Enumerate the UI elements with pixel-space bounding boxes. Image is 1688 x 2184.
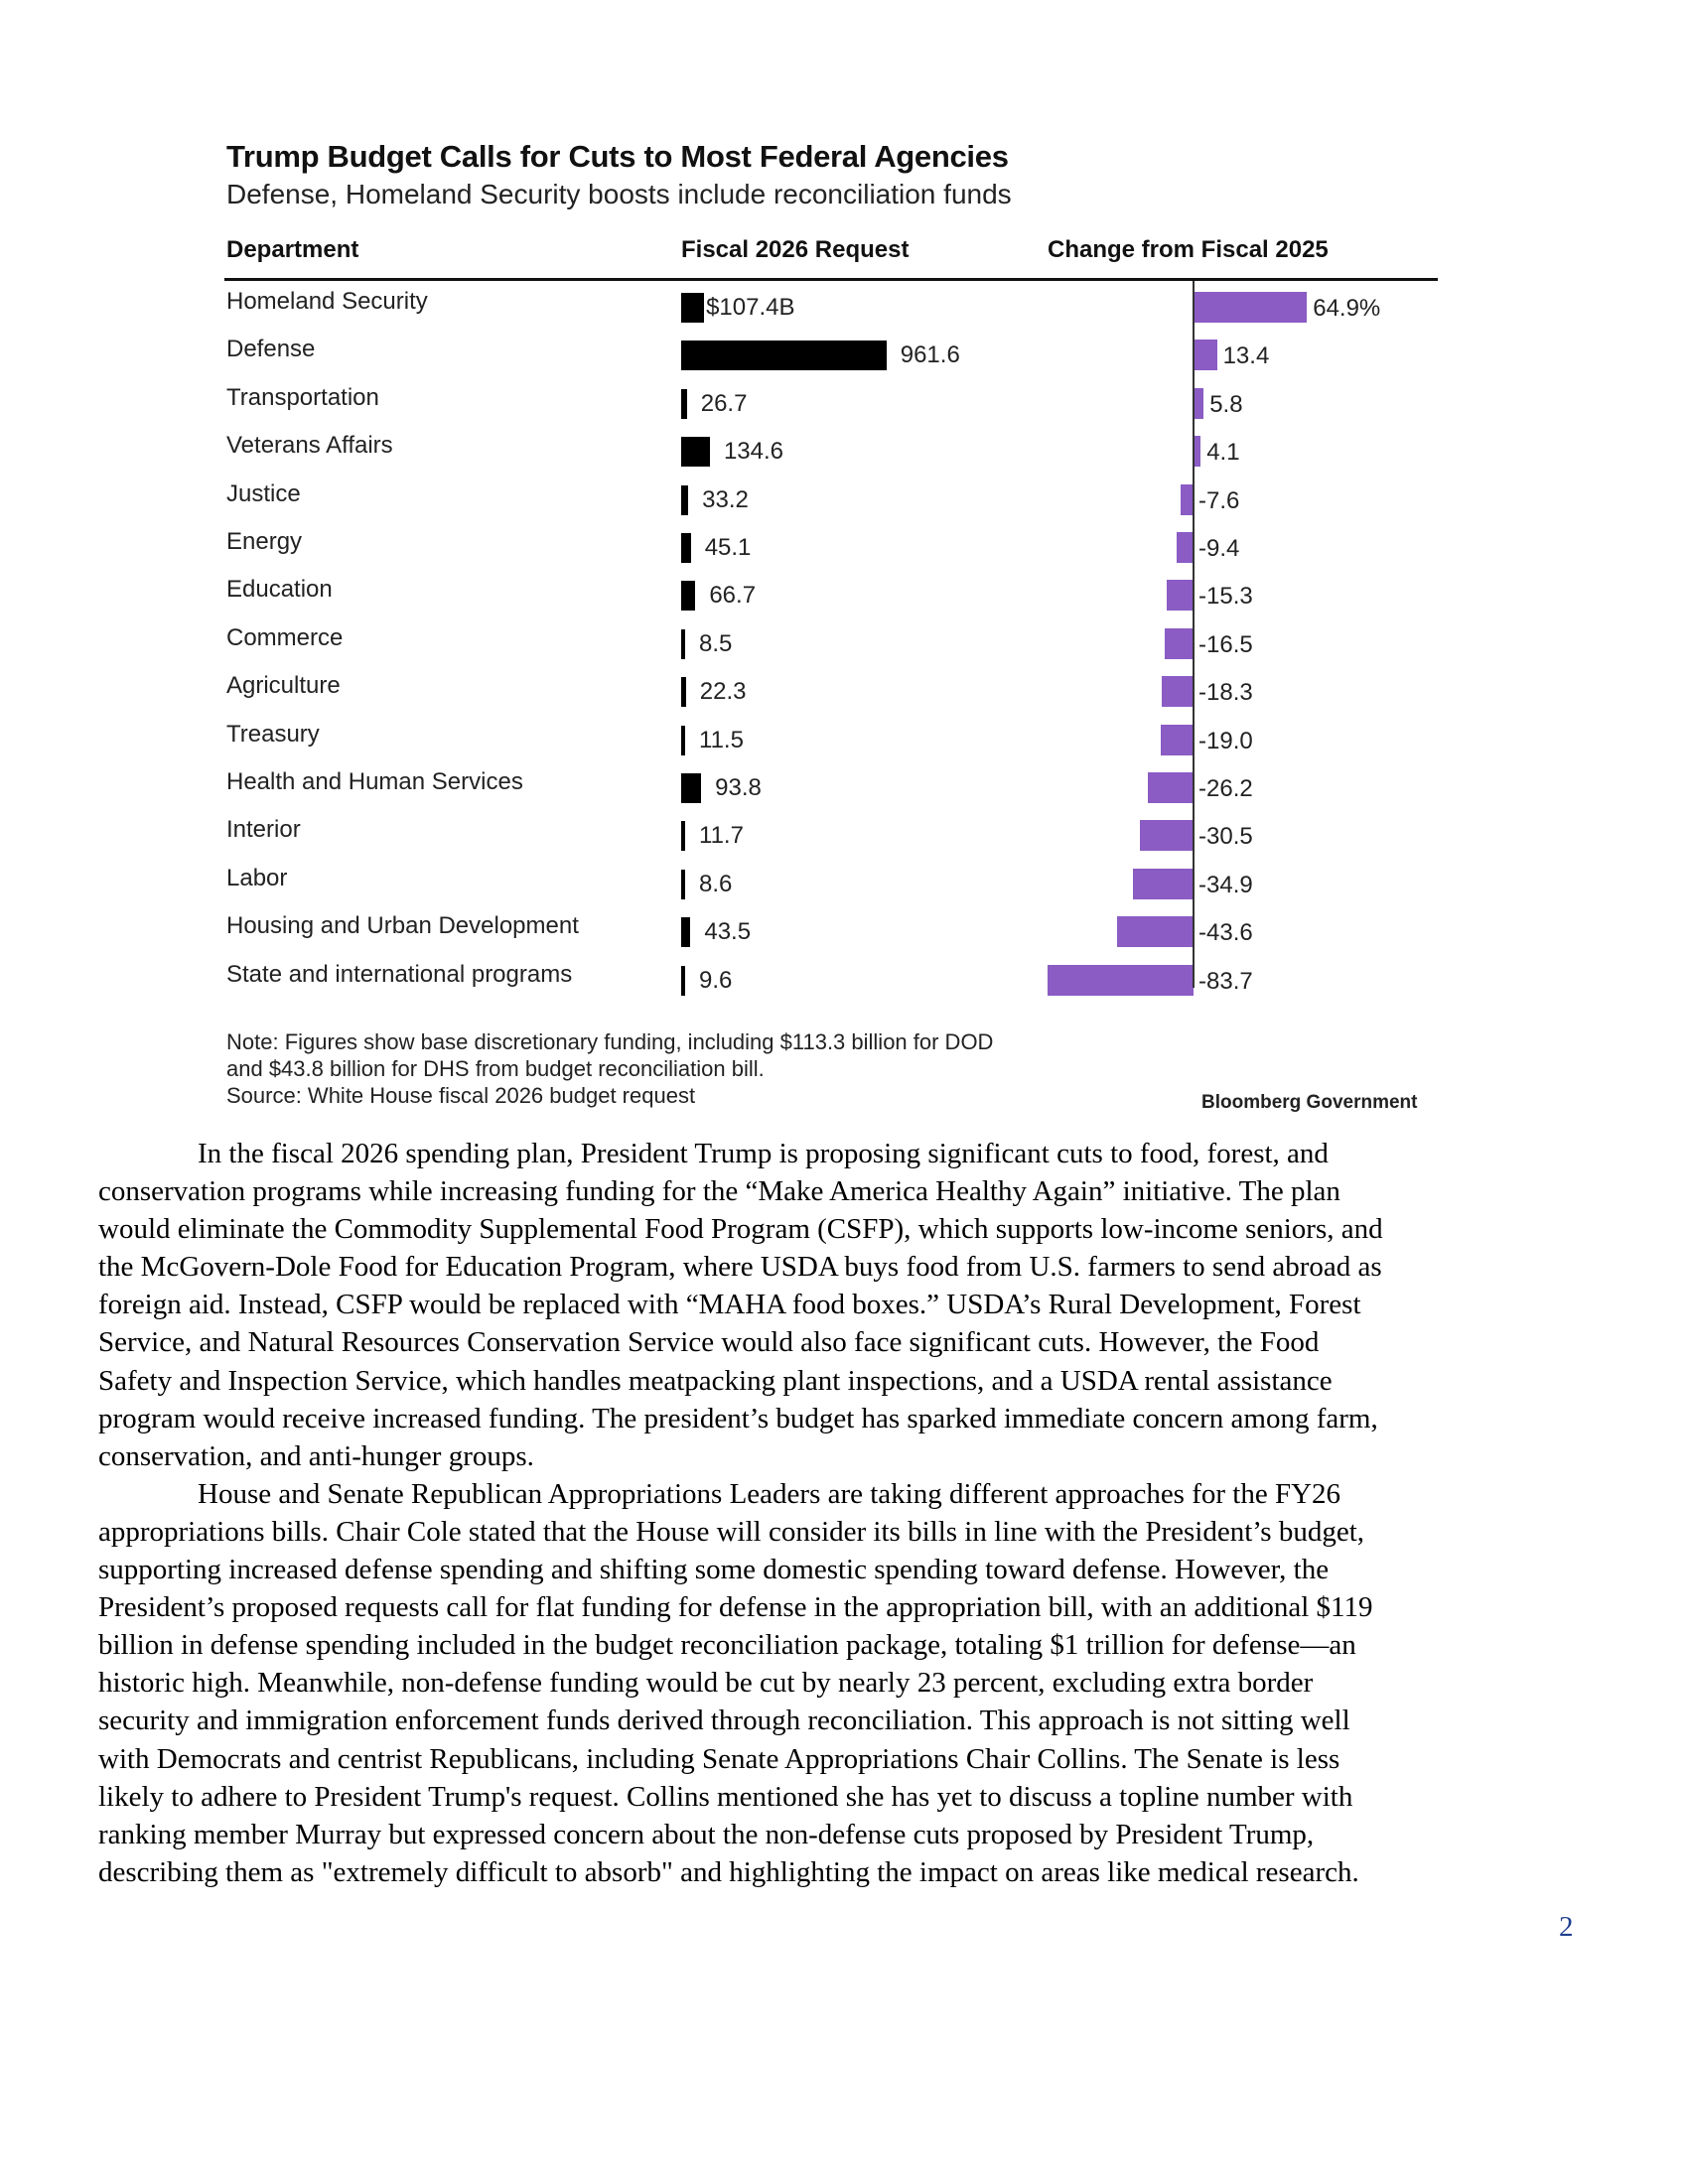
text-line: with Democrats and centrist Republicans, including Senate Appropriations Chair Collins. The Senate is less [98,1742,1340,1775]
request-value: 134.6 [723,438,783,466]
table-row [224,863,1441,910]
chart-note [226,1028,993,1109]
note-line: and $43.8 billion for DHS from budget reconciliation bill. [226,1056,765,1081]
request-value: 22.3 [699,678,747,706]
department-label: Veterans Affairs [226,432,393,460]
header-rule [224,278,1438,281]
department-label: Defense [226,336,316,363]
text-line: Service, and Natural Resources Conservation Service would also face significant cuts. However, the Food [98,1326,1320,1359]
request-value: 9.6 [699,966,733,994]
request-bar [681,485,688,515]
change-value: -43.6 [1198,919,1253,947]
request-value: 66.7 [709,582,757,610]
request-bar [681,293,704,323]
table-row [224,382,1441,430]
text-line: President’s proposed requests call for flat funding for defense in the appropriation bill, with an additional $119 [98,1591,1373,1624]
page-number: 2 [1559,1911,1574,1943]
request-bar [681,629,685,659]
department-label: Agriculture [226,672,341,700]
change-bar [1181,484,1194,515]
department-label: Homeland Security [226,288,428,315]
request-bar [681,437,710,467]
header-request: Fiscal 2026 Request [681,236,910,263]
change-bar [1177,532,1194,563]
request-value: 33.2 [702,485,749,513]
request-bar [681,917,690,947]
table-row [224,814,1441,862]
chart-title: Trump Budget Calls for Cuts to Most Federal Agencies [226,139,1009,174]
request-bar [681,821,685,851]
text-line: House and Senate Republican Appropriations Leaders are taking different approaches for the FY26 [198,1477,1341,1510]
change-value: -18.3 [1198,679,1253,707]
change-value: -26.2 [1198,775,1253,802]
request-value: 93.8 [715,774,762,801]
request-bar [681,966,685,996]
text-line: ranking member Murray but expressed concern about the non-defense cuts proposed by President Trump, [98,1818,1315,1850]
request-value: 11.5 [699,726,744,753]
text-line: billion in defense spending included in the budget reconciliation package, totaling $1 trillion for defense—an [98,1629,1356,1662]
text-line: conservation programs while increasing funding for the “Make America Healthy Again” initiative. The plan [98,1175,1340,1208]
table-row [224,959,1441,1007]
change-zero-axis [1193,281,1195,988]
table-row [224,526,1441,574]
change-value: -15.3 [1198,583,1253,611]
change-bar [1167,580,1194,611]
header-change: Change from Fiscal 2025 [1048,236,1329,263]
request-bar [681,773,701,803]
request-bar [681,341,887,370]
change-bar [1194,388,1203,419]
department-label: Health and Human Services [226,768,523,795]
brand-logo-text: Bloomberg Government [1201,1092,1418,1113]
request-bar [681,389,687,419]
text-line: supporting increased defense spending and shifting some domestic spending toward defense. However, the [98,1554,1330,1586]
change-bar [1140,820,1194,851]
change-bar [1117,916,1194,947]
note-line: Note: Figures show base discretionary funding, including $113.3 billion for DOD [226,1029,994,1054]
change-value: 64.9% [1313,295,1381,322]
chart-subtitle: Defense, Homeland Security boosts include reconciliation funds [226,179,1012,209]
text-line: the McGovern-Dole Food for Education Program, where USDA buys food from U.S. farmers to send abroad as [98,1251,1382,1284]
change-value: 5.8 [1209,390,1243,418]
text-line: program would receive increased funding. The president’s budget has sparked immediate concern among farm, [98,1402,1378,1434]
change-bar [1048,965,1194,996]
text-line: In the fiscal 2026 spending plan, President Trump is proposing significant cuts to food, forest, and [198,1138,1329,1169]
budget-chart [224,137,1441,1130]
request-value: 45.1 [704,534,752,561]
table-row [224,670,1441,718]
change-value: 13.4 [1222,342,1270,370]
request-bar [681,726,685,755]
body-text [98,1135,1588,1891]
change-value: -9.4 [1198,535,1240,562]
text-line: conservation, and anti-hunger groups. [98,1439,534,1472]
department-label: Treasury [226,720,320,748]
change-value: -30.5 [1198,823,1253,851]
department-label: Housing and Urban Development [226,912,579,940]
change-value: 4.1 [1206,439,1240,467]
table-row [224,430,1441,478]
request-bar [681,677,686,707]
table-row [224,910,1441,958]
change-value: -7.6 [1198,486,1240,514]
request-bar [681,533,691,563]
text-line: appropriations bills. Chair Cole stated that the House will consider its bills in line with the President’s budget, [98,1515,1365,1548]
paragraph [98,1475,1588,1891]
table-row [224,334,1441,381]
change-bar [1165,628,1194,659]
text-line: historic high. Meanwhile, non-defense funding would be cut by nearly 23 percent, excluding extra border [98,1667,1314,1700]
table-row [224,622,1441,670]
request-value: $107.4B [706,294,795,321]
table-row [224,719,1441,766]
text-line: likely to adhere to President Trump's request. Collins mentioned she has yet to discuss a topline number with [98,1780,1353,1813]
change-value: -83.7 [1198,967,1253,995]
department-label: State and international programs [226,960,573,988]
text-line: describing them as "extremely difficult to absorb" and highlighting the impact on areas like medical research. [98,1855,1359,1888]
text-line: security and immigration enforcement funds derived through reconciliation. This approach is not sitting well [98,1705,1350,1737]
department-label: Energy [226,528,303,555]
text-line: Safety and Inspection Service, which handles meatpacking plant inspections, and a USDA rental assistance [98,1364,1333,1397]
change-bar [1148,772,1194,803]
request-bar [681,870,685,899]
table-row [224,766,1441,814]
department-label: Labor [226,864,288,891]
department-label: Education [226,576,333,604]
source-line: Source: White House fiscal 2026 budget request [226,1083,696,1108]
request-value: 26.7 [700,389,748,417]
change-bar [1194,436,1200,467]
change-value: -34.9 [1198,871,1253,898]
text-line: would eliminate the Commodity Supplemental Food Program (CSFP), which supports low-income seniors, and [98,1213,1383,1246]
request-value: 961.6 [900,341,960,369]
department-label: Transportation [226,383,379,411]
table-row [224,286,1441,334]
request-value: 43.5 [704,918,752,946]
change-bar [1194,292,1307,323]
request-value: 8.5 [699,629,733,657]
change-bar [1133,869,1194,899]
change-bar [1162,676,1194,707]
request-value: 8.6 [699,870,733,897]
request-bar [681,581,695,611]
change-value: -16.5 [1198,630,1253,658]
change-bar [1194,340,1217,370]
change-value: -19.0 [1198,727,1253,754]
header-department: Department [226,236,359,263]
paragraph [98,1135,1588,1475]
request-value: 11.7 [699,822,744,850]
text-line: foreign aid. Instead, CSFP would be replaced with “MAHA food boxes.” USDA’s Rural Development, Forest [98,1289,1361,1321]
department-label: Interior [226,816,301,844]
table-row [224,478,1441,526]
department-label: Commerce [226,623,344,651]
change-bar [1161,725,1194,755]
table-row [224,574,1441,621]
department-label: Justice [226,479,301,507]
